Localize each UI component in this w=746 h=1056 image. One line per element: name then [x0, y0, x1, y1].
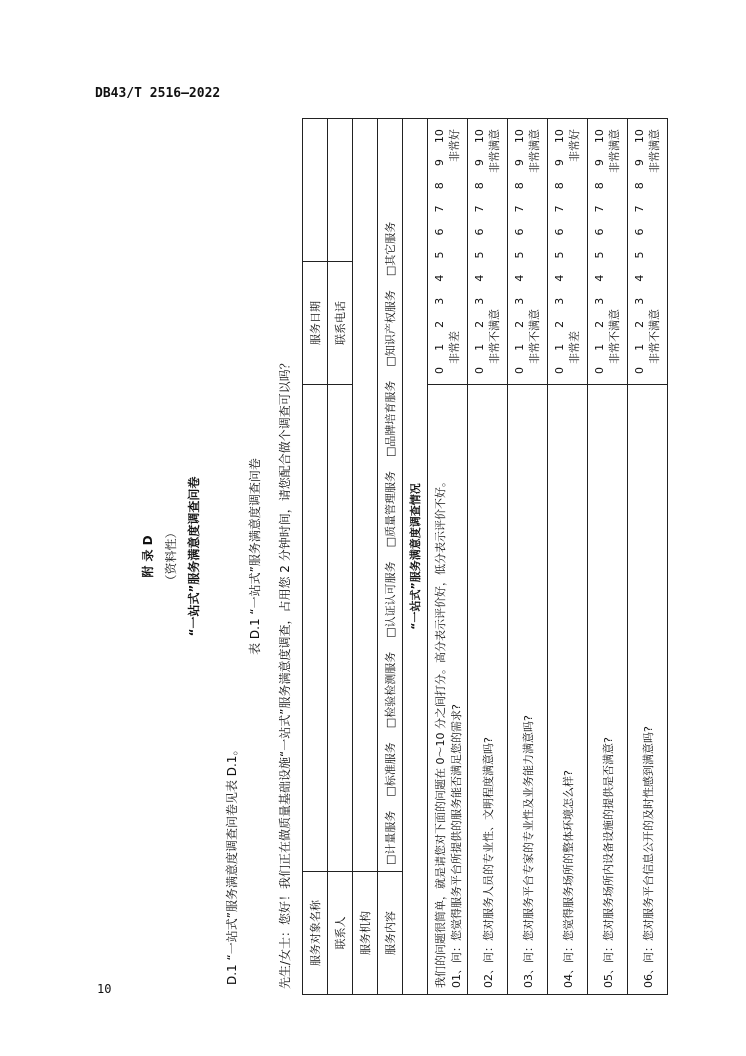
greeting: 先生/女士：您好！我们正在做质量基础设施“一站式”服务满意度调查，占用您 2 分钟时间，请您配合做个调查可以吗？ — [278, 357, 292, 989]
rating-option[interactable]: 1 — [553, 343, 566, 351]
question-text: 02、问：您对服务人员的专业性、文明程度满意吗? — [481, 737, 495, 988]
service-date-label: 服务日期 — [303, 262, 328, 385]
scale-high-label: 非常满意 — [488, 129, 501, 173]
service-object-label: 服务对象名称 — [303, 872, 328, 995]
rating-option[interactable]: 10 — [473, 129, 486, 144]
rating-option[interactable]: 7 — [553, 205, 566, 213]
rating-option[interactable]: 3 — [593, 297, 606, 305]
option-checkbox[interactable]: □品牌培育服务 — [384, 380, 397, 457]
rating-option[interactable]: 9 — [633, 159, 646, 167]
rating-scale — [468, 119, 508, 385]
rating-option[interactable]: 8 — [633, 182, 646, 190]
rating-option[interactable]: 9 — [473, 159, 486, 167]
rating-option[interactable]: 4 — [433, 274, 446, 282]
rating-option[interactable]: 10 — [633, 129, 646, 144]
scale-low-label: 非常不满意 — [528, 309, 541, 364]
rating-option[interactable]: 4 — [513, 274, 526, 282]
service-options — [378, 119, 403, 872]
rating-option[interactable]: 2 — [473, 320, 486, 328]
question-row — [588, 119, 628, 995]
rating-option[interactable]: 6 — [473, 228, 486, 236]
question-text: 06、问：您对服务平台信息公开的及时性感到满意吗? — [641, 726, 655, 988]
rating-option[interactable]: 9 — [593, 159, 606, 167]
question-cell — [628, 385, 668, 995]
rotated-content — [95, 118, 695, 995]
question-text: 04、问：您觉得服务场所的整体环境怎么样? — [561, 770, 575, 988]
question-row — [508, 119, 548, 995]
option-checkbox[interactable]: □检验检测服务 — [384, 651, 397, 729]
rating-option[interactable]: 10 — [513, 129, 526, 144]
question-row — [468, 119, 508, 995]
rating-scale — [548, 119, 588, 385]
scale-low-label: 非常差 — [448, 331, 461, 364]
rating-option[interactable]: 4 — [593, 274, 606, 282]
rating-option[interactable]: 2 — [633, 320, 646, 328]
survey-table — [302, 118, 668, 995]
question-cell — [468, 385, 508, 995]
page-number: 10 — [97, 982, 112, 996]
rating-option[interactable]: 8 — [553, 182, 566, 190]
scale-low-label: 非常差 — [568, 331, 581, 364]
rating-scale — [428, 119, 468, 385]
rating-option[interactable]: 1 — [513, 343, 526, 351]
question-text: 03、问：您对服务平台专家的专业性及业务能力满意吗? — [521, 715, 535, 988]
rating-option[interactable]: 9 — [513, 159, 526, 167]
option-checkbox[interactable]: □标准服务 — [384, 742, 397, 797]
rating-option[interactable]: 4 — [553, 274, 566, 282]
rating-option[interactable]: 9 — [433, 159, 446, 167]
scale-high-label: 非常满意 — [648, 129, 661, 173]
option-checkbox[interactable]: □其它服务 — [384, 221, 397, 277]
question-cell — [508, 385, 548, 995]
scale-high-label: 非常好 — [448, 129, 461, 162]
contact-field[interactable] — [328, 385, 353, 872]
rating-option[interactable]: 0 — [473, 367, 486, 374]
option-checkbox[interactable]: □质量管理服务 — [384, 470, 397, 548]
rating-option[interactable]: 3 — [473, 297, 486, 305]
question-text: 01、问：您觉得服务平台所提供的服务能否满足您的需求? — [449, 704, 463, 988]
rating-option[interactable]: 2 — [553, 320, 566, 328]
appendix-subtitle: “一站式”服务满意度调查问卷 — [187, 476, 201, 637]
question-row — [428, 119, 468, 995]
phone-label: 联系电话 — [328, 262, 353, 385]
rating-option[interactable]: 0 — [633, 367, 646, 374]
scale-low-label: 非常不满意 — [488, 309, 501, 364]
rating-option[interactable]: 0 — [513, 367, 526, 374]
org-field[interactable] — [353, 119, 378, 872]
rating-option[interactable]: 7 — [473, 205, 486, 213]
rating-option[interactable]: 1 — [473, 343, 486, 351]
rating-scale — [628, 119, 668, 385]
document-number: DB43/T 2516—2022 — [95, 86, 221, 101]
rating-option[interactable]: 2 — [513, 320, 526, 328]
rating-option[interactable]: 5 — [513, 251, 526, 259]
rating-option[interactable]: 6 — [593, 228, 606, 236]
appendix-nature: （资料性） — [164, 526, 178, 587]
rating-option[interactable]: 5 — [433, 251, 446, 259]
rating-option[interactable]: 1 — [433, 343, 446, 351]
rating-option[interactable]: 7 — [593, 205, 606, 213]
rating-option[interactable]: 8 — [593, 182, 606, 190]
rating-option[interactable]: 6 — [433, 228, 446, 236]
rating-option[interactable]: 0 — [593, 367, 606, 374]
rating-option[interactable]: 6 — [553, 228, 566, 236]
rating-option[interactable]: 4 — [473, 274, 486, 282]
scale-high-label: 非常满意 — [608, 129, 621, 173]
rating-option[interactable]: 8 — [433, 182, 446, 190]
question-cell — [428, 385, 468, 995]
rating-option[interactable]: 3 — [433, 297, 446, 305]
org-label: 服务机构 — [353, 872, 378, 995]
rating-option[interactable]: 10 — [593, 129, 606, 144]
rating-option[interactable]: 6 — [633, 228, 646, 236]
rating-option[interactable]: 5 — [633, 251, 646, 259]
rating-option[interactable]: 1 — [633, 343, 646, 351]
rating-option[interactable]: 2 — [593, 320, 606, 328]
rating-option[interactable]: 5 — [593, 251, 606, 259]
rating-option[interactable]: 6 — [513, 228, 526, 236]
rating-option[interactable]: 3 — [513, 297, 526, 305]
question-row — [628, 119, 668, 995]
content-label: 服务内容 — [378, 872, 403, 995]
survey-header: “一站式”服务满意度调查情况 — [403, 119, 428, 995]
rating-option[interactable]: 7 — [633, 205, 646, 213]
question-text: 05、问：您对服务场所内设备设施的提供是否满意? — [601, 737, 615, 988]
rating-option[interactable]: 9 — [553, 159, 566, 167]
contact-label: 联系人 — [328, 872, 353, 995]
rating-option[interactable]: 7 — [433, 205, 446, 213]
rating-option[interactable]: 2 — [433, 320, 446, 328]
rating-option[interactable]: 3 — [553, 297, 566, 305]
rating-option[interactable]: 5 — [553, 251, 566, 259]
rating-option[interactable]: 7 — [513, 205, 526, 213]
option-checkbox[interactable]: □认证认可服务 — [384, 561, 397, 638]
scale-low-label: 非常不满意 — [608, 309, 621, 364]
rating-option[interactable]: 8 — [473, 182, 486, 190]
rating-option[interactable]: 0 — [433, 367, 446, 374]
rating-option[interactable]: 5 — [473, 251, 486, 259]
rating-scale — [588, 119, 628, 385]
question-row — [548, 119, 588, 995]
phone-field[interactable] — [328, 119, 353, 262]
rating-option[interactable]: 1 — [593, 343, 606, 351]
scale-low-label: 非常不满意 — [648, 309, 661, 364]
question-cell — [548, 385, 588, 995]
appendix-title: 附 录 D — [141, 535, 155, 578]
rating-scale — [508, 119, 548, 385]
option-checkbox[interactable]: □计量服务 — [384, 810, 397, 865]
option-checkbox[interactable]: □知识产权服务 — [384, 290, 397, 367]
service-date-field[interactable] — [303, 119, 328, 262]
question-cell — [588, 385, 628, 995]
rating-option[interactable]: 10 — [433, 129, 446, 144]
scale-high-label: 非常好 — [568, 129, 581, 162]
survey-intro: 我们的问题很简单，就是请您对下面的问题在 0～10 分之间打分。高分表示评价好，低分表示评价不好。 — [433, 476, 447, 988]
service-object-field[interactable] — [303, 385, 328, 872]
section-text: D.1 “一站式”服务满意度调查问卷见表 D.1。 — [225, 743, 239, 985]
scale-high-label: 非常满意 — [528, 129, 541, 173]
rating-option[interactable]: 10 — [553, 129, 566, 144]
rating-option[interactable]: 0 — [553, 367, 566, 374]
rating-option[interactable]: 4 — [633, 274, 646, 282]
rating-option[interactable]: 8 — [513, 182, 526, 190]
table-title: 表 D.1 “一站式”服务满意度调查问卷 — [248, 458, 262, 655]
rating-option[interactable]: 3 — [633, 297, 646, 305]
